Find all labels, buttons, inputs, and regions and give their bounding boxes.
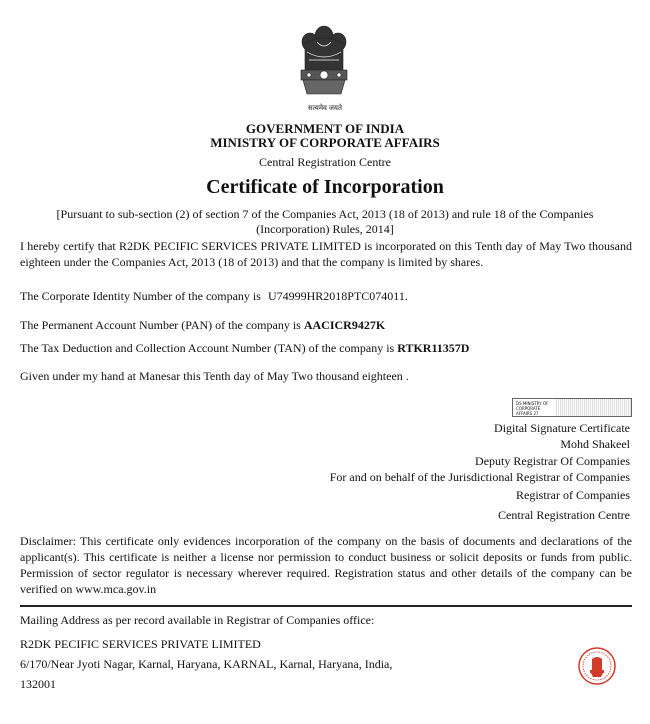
certify-paragraph: I hereby certify that R2DK PECIFIC SERVICES PRIVATE LIMITED is incorporated on this Tenth day of May Two thousand eighteen under the Companies Act, 2013 (18 of 2013) and that the company is limited by shares. [20, 239, 632, 269]
national-emblem-icon [293, 22, 355, 102]
dsc-label: Digital Signature Certificate [494, 421, 630, 435]
divider [20, 605, 632, 607]
pan-value: AACICR9427K [303, 318, 386, 332]
signatory-name: Mohd Shakeel [560, 437, 630, 451]
crc-line: Central Registration Centre [498, 508, 630, 522]
tan-label: The Tax Deduction and Collection Account Number (TAN) of the company is [20, 341, 395, 355]
tan-line [20, 341, 469, 356]
pan-label: The Permanent Account Number (PAN) of the company is [20, 318, 301, 332]
given-line: Given under my hand at Manesar this Tenth day of May Two thousand eighteen . [20, 369, 409, 383]
stamp-text: DS MINISTRY OF CORPORATE AFFAIRS 27 [513, 399, 556, 416]
mca-seal-icon [577, 646, 617, 686]
disclaimer: Disclaimer: This certificate only evidences incorporation of the company on the basis of documents and declarations of the applicant(s). This certificate is neither a license nor permission to conduct business or solicit deposits or funds from public. Permission of sector regulator is necessary wherever required. Registration status and other details of the company can be verified on www.mca.gov.in [20, 534, 632, 596]
pan-line [20, 318, 385, 333]
behalf-line: For and on behalf of the Jurisdictional Registrar of Companies [329, 470, 630, 484]
pursuant-note: [Pursuant to sub-section (2) of section 7 of the Companies Act, 2013 (18 of 2013) and rule 18 of the Companies (Incorporation) Rules, 2014] [56, 207, 594, 236]
page-title: Certificate of Incorporation [206, 176, 444, 198]
cin-line [20, 289, 408, 304]
mailing-pin: 132001 [20, 677, 56, 691]
digital-signature-stamp [512, 398, 632, 417]
centre-heading: Central Registration Centre [259, 155, 391, 169]
cin-label: The Corporate Identity Number of the company is [20, 289, 261, 303]
tan-value: RTKR11357D [397, 341, 470, 355]
mailing-label: Mailing Address as per record available in Registrar of Companies office: [20, 613, 375, 627]
cin-value: U74999HR2018PTC074011. [267, 289, 408, 303]
government-heading: GOVERNMENT OF INDIA [245, 121, 405, 136]
roc-line: Registrar of Companies [516, 488, 630, 502]
mailing-company: R2DK PECIFIC SERVICES PRIVATE LIMITED [20, 637, 261, 651]
ministry-heading: MINISTRY OF CORPORATE AFFAIRS [210, 135, 440, 150]
emblem-motto: सत्यमेव जयते [308, 104, 342, 112]
mailing-address: 6/170/Near Jyoti Nagar, Karnal, Haryana, KARNAL, Karnal, Haryana, India, [20, 657, 393, 671]
signatory-designation: Deputy Registrar Of Companies [475, 454, 630, 468]
